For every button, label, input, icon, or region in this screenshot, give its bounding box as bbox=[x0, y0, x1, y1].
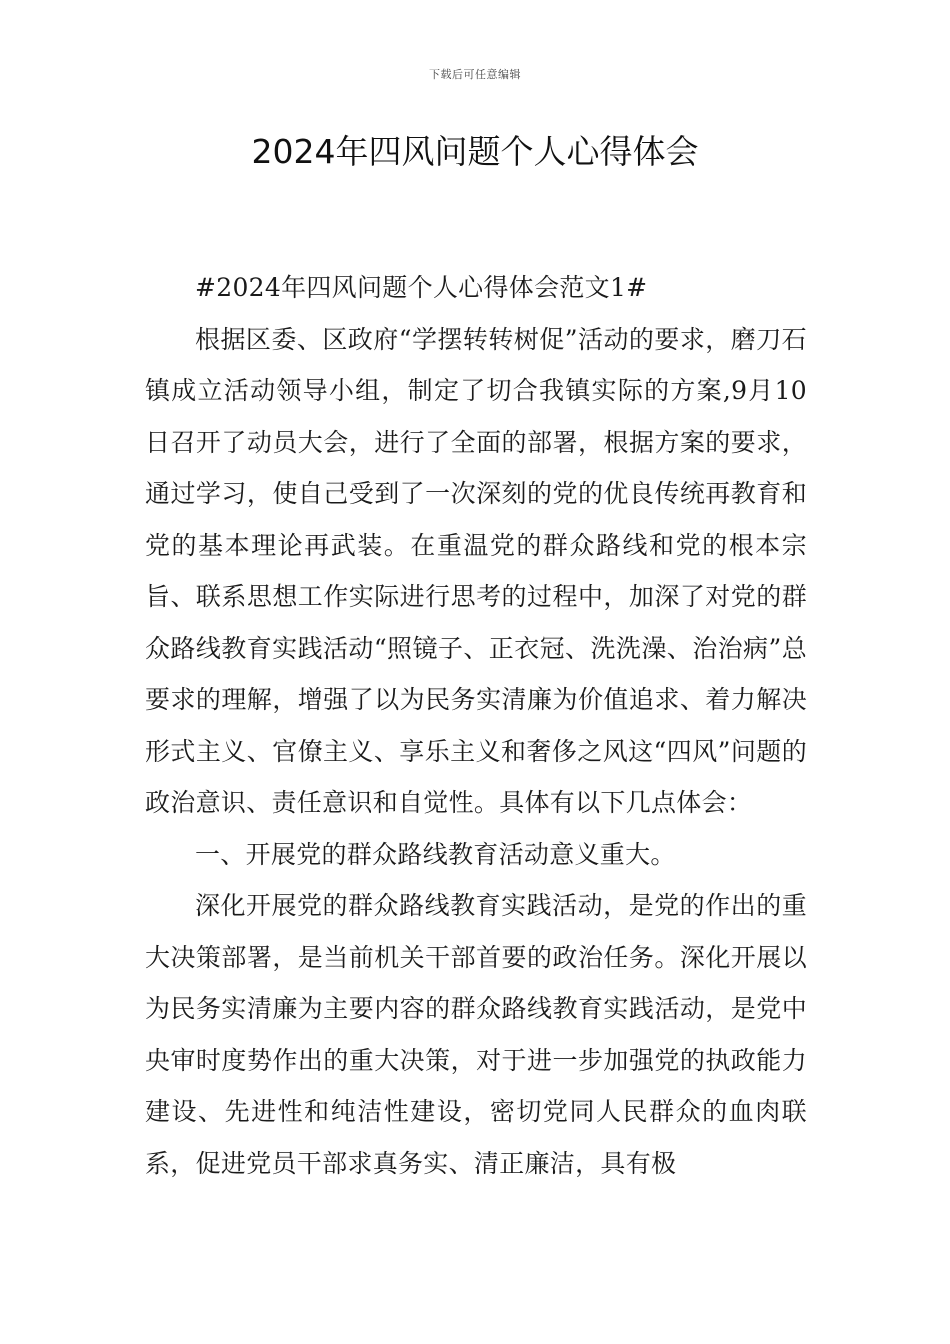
paragraph-section-one-body: 深化开展党的群众路线教育实践活动，是党的作出的重大决策部署，是当前机关干部首要的政治任务。深化开展以为民务实清廉为主要内容的群众路线教育实践活动，是党中央审时度势作出的重大决策，对于进一步加强党的执政能力建设、先进性和纯洁性建设，密切党同人民群众的血肉联系，促进党员干部求真务实、清正廉洁，具有极 bbox=[145, 891, 807, 1178]
document-title: 2024年四风问题个人心得体会 bbox=[251, 132, 699, 171]
paragraph-heading-sample: #2024年四风问题个人心得体会范文1# bbox=[195, 273, 648, 302]
paragraph-intro: 根据区委、区政府“学摆转转树促”活动的要求，磨刀石镇成立活动领导小组，制定了切合我镇实际的方案,9月10日召开了动员大会，进行了全面的部署，根据方案的要求，通过学习，使自己受到了一次深刻的党的优良传统再教育和党的基本理论再武装。在重温党的群众路线和党的根本宗旨、联系思想工作实际进行思考的过程中，加深了对党的群众路线教育实践活动“照镜子、正衣冠、洗洗澡、治治病”总要求的理解，增强了以为民务实清廉为价值追求、着力解决形式主义、官僚主义、享乐主义和奢侈之风这“四风”问题的政治意识、责任意识和自觉性。具体有以下几点体会： bbox=[145, 324, 807, 817]
header-note: 下载后可任意编辑 bbox=[429, 68, 521, 81]
paragraph-section-one-heading: 一、开展党的群众路线教育活动意义重大。 bbox=[195, 839, 676, 869]
document-body bbox=[145, 262, 807, 1189]
